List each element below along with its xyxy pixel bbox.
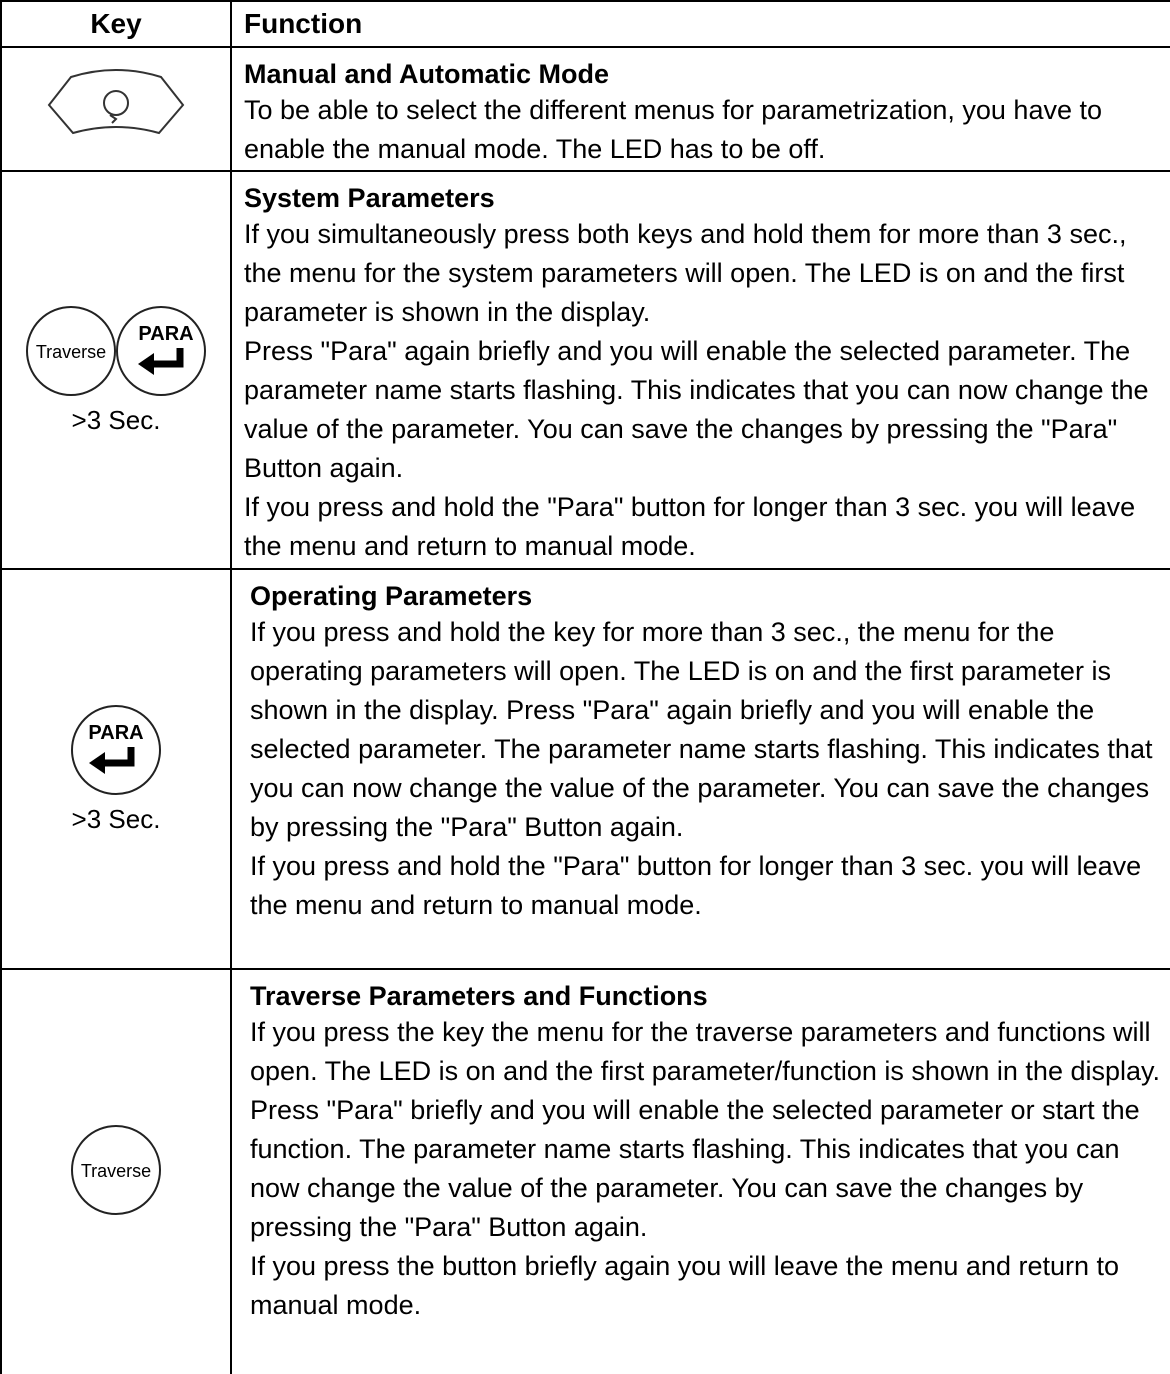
table-row xyxy=(1,569,1170,969)
para-key-label: PARA xyxy=(138,323,194,345)
hold-duration-label: >3 Sec. xyxy=(71,804,161,834)
row-title: System Parameters xyxy=(244,183,495,213)
traverse-key-label: Traverse xyxy=(35,342,107,362)
row-description: If you press and hold the "Para" button for longer than 3 sec. you will leave the menu and return to manual mode. xyxy=(244,492,1136,561)
traverse-key-icon xyxy=(69,1123,163,1217)
hold-duration-label: >3 Sec. xyxy=(71,405,161,435)
table-row xyxy=(1,969,1170,1374)
table-row xyxy=(1,171,1170,569)
row-description: If you press and hold the key for more than 3 sec., the menu for the operating parameters will open. The LED is on and the first parameter is shown in the display. Press "Para" again briefly and you will enable the selected parameter. The parameter name starts flashing. This indicates that you can now change the value of the parameter. You can save the changes by pressing the "Para" Button again. xyxy=(250,617,1153,842)
key-cell xyxy=(1,569,231,969)
traverse-key-label: Traverse xyxy=(80,1160,152,1181)
function-cell xyxy=(231,47,1170,171)
para-key-icon xyxy=(114,304,208,398)
para-key-icon xyxy=(69,703,163,797)
row-description: If you press the key the menu for the traverse parameters and functions will open. The LED is on and the first parameter/function is shown in the display. xyxy=(250,1017,1161,1086)
function-cell xyxy=(231,969,1170,1374)
para-key-label: PARA xyxy=(88,722,144,744)
function-cell xyxy=(231,569,1170,969)
table-row xyxy=(1,47,1170,171)
row-description: Press "Para" again briefly and you will enable the selected parameter. The parameter name starts flashing. This indicates that you can now change the value of the parameter. You can save the changes by pressing the "Para" Button again. xyxy=(244,336,1149,483)
key-column-header: Key xyxy=(1,1,231,47)
table-header-row xyxy=(1,1,1170,47)
function-column-header: Function xyxy=(231,1,1170,47)
row-description: If you press and hold the "Para" button for longer than 3 sec. you will leave the menu and return to manual mode. xyxy=(250,851,1142,920)
row-title: Traverse Parameters and Functions xyxy=(250,981,708,1011)
row-description: If you simultaneously press both keys and hold them for more than 3 sec., the menu for the system parameters will open. The LED is on and the first parameter is shown in the display. xyxy=(244,219,1127,327)
row-title: Manual and Automatic Mode xyxy=(244,59,610,89)
key-cell xyxy=(1,969,231,1374)
traverse-key-icon xyxy=(24,304,118,398)
row-description: If you press the button briefly again you will leave the menu and return to manual mode. xyxy=(250,1251,1120,1320)
manual-auto-key-icon xyxy=(41,69,191,145)
row-title: Operating Parameters xyxy=(250,581,533,611)
row-description: To be able to select the different menus for parametrization, you have to enable the manual mode. The LED has to be off. xyxy=(244,95,1103,164)
row-description: Press "Para" briefly and you will enable the selected parameter or start the function. The parameter name starts flashing. This indicates that you can now change the value of the parameter. You can save the changes by pressing the "Para" Button again. xyxy=(250,1095,1140,1242)
function-cell xyxy=(231,171,1170,569)
key-cell xyxy=(1,47,231,171)
key-cell xyxy=(1,171,231,569)
